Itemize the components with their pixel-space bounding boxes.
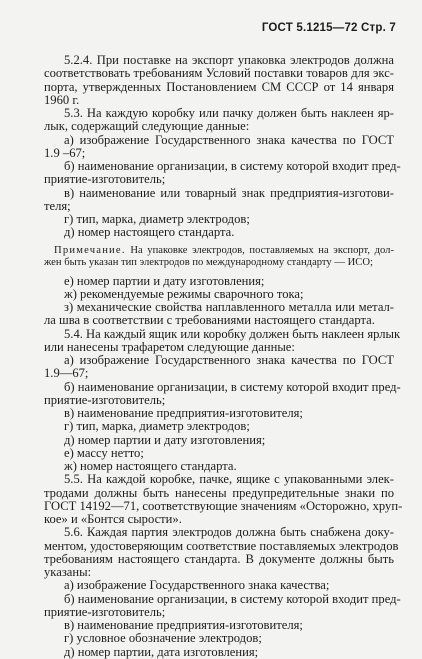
list-item: а) изображение Государственного знака качества по ГОСТ bbox=[64, 353, 394, 367]
text-line: указаны: bbox=[44, 565, 92, 579]
list-item: б) наименование организации, в систему которой входит пред- bbox=[64, 591, 401, 606]
text-line: 5.2.4. При поставке на экспорт упаковка электродов должна bbox=[64, 53, 394, 67]
text-line: теля; bbox=[44, 198, 71, 213]
text-line: приятие-изготовитель; bbox=[44, 392, 166, 407]
text-line: ментом, удостоверяющим соответствие поставляемых электродов bbox=[44, 538, 399, 553]
list-item: д) номер настоящего стандарта. bbox=[64, 225, 235, 240]
list-item: в) наименование предприятия-изготовителя; bbox=[64, 406, 303, 420]
text-line: тродами должны быть нанесены предупредительные знаки по bbox=[44, 485, 394, 500]
text-line: или нанесены трафаретом следующие данные: bbox=[44, 339, 295, 354]
list-item: ж) номер настоящего стандарта. bbox=[64, 459, 237, 473]
list-item: г) условное обозначение электродов; bbox=[64, 631, 262, 646]
text-line: 1.9 –67; bbox=[44, 145, 86, 160]
text-line: приятие-изготовитель; bbox=[44, 172, 166, 187]
text-line: кое» и «Бонтся сырости». bbox=[44, 512, 182, 526]
text-line: 5.5. На каждой коробке, пачке, ящике с упакованными элек- bbox=[64, 472, 394, 487]
list-item: з) механические свойства наплавленного металла или метал- bbox=[64, 300, 394, 314]
list-item: а) изображение Государственного знака качества по ГОСТ bbox=[64, 132, 394, 147]
page-header: ГОСТ 5.1215—72 Стр. 7 bbox=[261, 22, 396, 34]
list-item: д) номер партии, дата изготовления; bbox=[64, 644, 259, 659]
text-line: 1.9—67; bbox=[44, 366, 89, 381]
text-line: соответствовать требованиям Условий поставки товаров для экс- bbox=[44, 66, 394, 81]
text-line: лык, содержащий следующие данные: bbox=[44, 119, 250, 134]
text-line: приятие-изготовитель; bbox=[44, 604, 166, 619]
list-item: а) изображение Государственного знака качества; bbox=[64, 578, 330, 593]
list-item: г) тип, марка, диаметр электродов; bbox=[64, 419, 250, 434]
list-item: б) наименование организации, в систему которой входит пред- bbox=[64, 159, 401, 173]
list-item: ж) рекомендуемые режимы сварочного тока; bbox=[64, 286, 304, 301]
text-line: 5.6. Каждая партия электродов должна быть снабжена доку- bbox=[64, 525, 394, 540]
note-line: жен быть указан тип электродов по международному стандарту — ИСО; bbox=[44, 257, 373, 268]
note-label: Примечание. bbox=[54, 244, 126, 256]
text-line: ГОСТ 14192—71, соответствующие значениям «Осторожно, хруп- bbox=[44, 498, 403, 513]
list-item: е) массу нетто; bbox=[64, 445, 144, 460]
list-item: в) наименование предприятия-изготовителя; bbox=[64, 618, 303, 632]
text-line: 1960 г. bbox=[44, 92, 80, 107]
note-line bbox=[44, 245, 394, 258]
list-item: д) номер партии и дату изготовления; bbox=[64, 432, 266, 447]
list-item: в) наименование или товарный знак предприятия-изготови- bbox=[64, 185, 394, 200]
list-item: б) наименование организации, в систему которой входит пред- bbox=[64, 379, 401, 394]
text-line: требованиям настоящего стандарта. В документе должны быть bbox=[44, 551, 394, 566]
note-text: На упаковке электродов, поставляемых на экспорт, дол- bbox=[130, 244, 394, 256]
document-body bbox=[44, 53, 403, 659]
list-item: г) тип, марка, диаметр электродов; bbox=[64, 212, 250, 226]
list-item: е) номер партии и дату изготовления; bbox=[64, 273, 265, 288]
text-line: 5.4. На каждый ящик или коробку должен быть наклеен ярлык bbox=[64, 326, 401, 341]
text-line: 5.3. На каждую коробку или пачку должен быть наклеен яр- bbox=[64, 106, 394, 120]
text-line: порта, утвержденных Постановлением СМ СССР от 14 января bbox=[44, 79, 394, 94]
text-line: ла шва в соответствии с требованиями настоящего стандарта. bbox=[44, 313, 375, 328]
